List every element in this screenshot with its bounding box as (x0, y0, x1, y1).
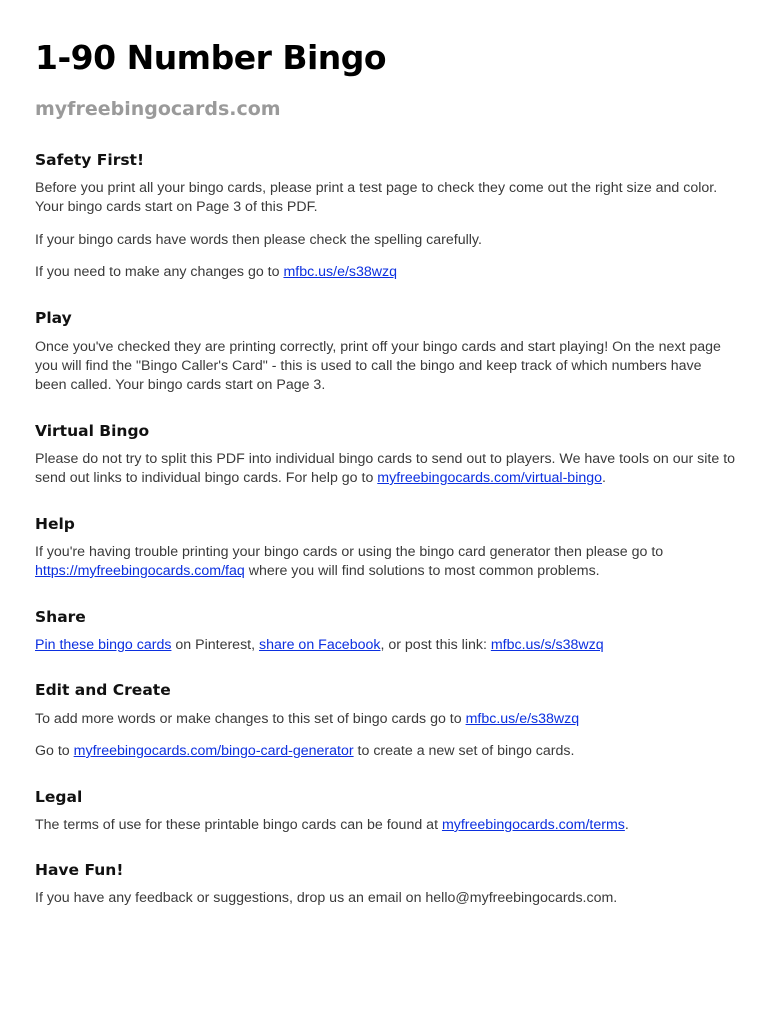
safety-paragraph-2: If your bingo cards have words then please check the spelling carefully. (35, 232, 482, 248)
virtual-line1: Please do not try to split this PDF into individual bingo cards to send out to players. We have tools on our site to (35, 451, 736, 467)
virtual-line2-text: send out links to individual bingo cards. For help go to (35, 470, 378, 486)
page-title: 1-90 Number Bingo (35, 38, 387, 77)
fun-paragraph: If you have any feedback or suggestions, drop us an email on hello@myfreebingocards.com. (35, 890, 618, 906)
heading-have-fun: Have Fun! (35, 861, 124, 879)
help-line1: If you're having trouble printing your bingo cards or using the bingo card generator then please go to (35, 544, 664, 560)
pinterest-link[interactable]: Pin these bingo cards (35, 637, 172, 653)
generator-link[interactable]: myfreebingocards.com/bingo-card-generator (73, 743, 354, 759)
edit-p2-text-2: to create a new set of bingo cards. (353, 743, 575, 759)
edit-link[interactable]: mfbc.us/e/s38wzq (283, 264, 398, 280)
virtual-line2-end: . (602, 470, 606, 486)
safety-p3-text: If you need to make any changes go to (35, 264, 284, 280)
legal-text: The terms of use for these printable bingo cards can be found at (35, 817, 442, 833)
heading-safety-first: Safety First! (35, 151, 145, 169)
share-short-link[interactable]: mfbc.us/s/s38wzq (490, 637, 604, 653)
heading-share: Share (35, 608, 86, 626)
faq-link[interactable]: https://myfreebingocards.com/faq (35, 563, 245, 579)
safety-paragraph-1 (35, 179, 740, 217)
safety-p1-line1: Before you print all your bingo cards, please print a test page to check they come out the right size and color. (35, 180, 718, 196)
heading-help: Help (35, 515, 75, 533)
edit-paragraph-1 (35, 710, 740, 729)
virtual-bingo-link[interactable]: myfreebingocards.com/virtual-bingo (377, 470, 603, 486)
share-text-1: on Pinterest, (171, 637, 259, 653)
heading-virtual-bingo: Virtual Bingo (35, 422, 150, 440)
terms-link[interactable]: myfreebingocards.com/terms (441, 817, 625, 833)
edit-set-link[interactable]: mfbc.us/e/s38wzq (465, 711, 580, 727)
safety-p1-line2: Your bingo cards start on Page 3 of this PDF. (35, 199, 318, 215)
legal-paragraph (35, 816, 740, 835)
heading-legal: Legal (35, 788, 83, 806)
share-paragraph (35, 636, 740, 655)
help-paragraph (35, 543, 740, 581)
facebook-link[interactable]: share on Facebook (259, 637, 381, 653)
virtual-paragraph (35, 450, 740, 488)
edit-paragraph-2 (35, 742, 740, 761)
site-name: myfreebingocards.com (35, 98, 281, 120)
edit-p2-text-1: Go to (35, 743, 74, 759)
play-line2: you will find the "Bingo Caller's Card" - this is used to call the bingo and keep track of which numbers have (35, 358, 702, 374)
edit-p1-text: To add more words or make changes to this set of bingo cards go to (35, 711, 466, 727)
heading-play: Play (35, 309, 72, 327)
safety-paragraph-3 (35, 263, 740, 282)
heading-edit-and-create: Edit and Create (35, 681, 171, 699)
play-line3: been called. Your bingo cards start on Page 3. (35, 377, 326, 393)
play-line1: Once you've checked they are printing correctly, print off your bingo cards and start playing! On the next page (35, 339, 721, 355)
share-text-2: , or post this link: (380, 637, 491, 653)
play-paragraph (35, 338, 740, 395)
legal-end: . (624, 817, 629, 833)
help-line2-text: where you will find solutions to most common problems. (244, 563, 600, 579)
